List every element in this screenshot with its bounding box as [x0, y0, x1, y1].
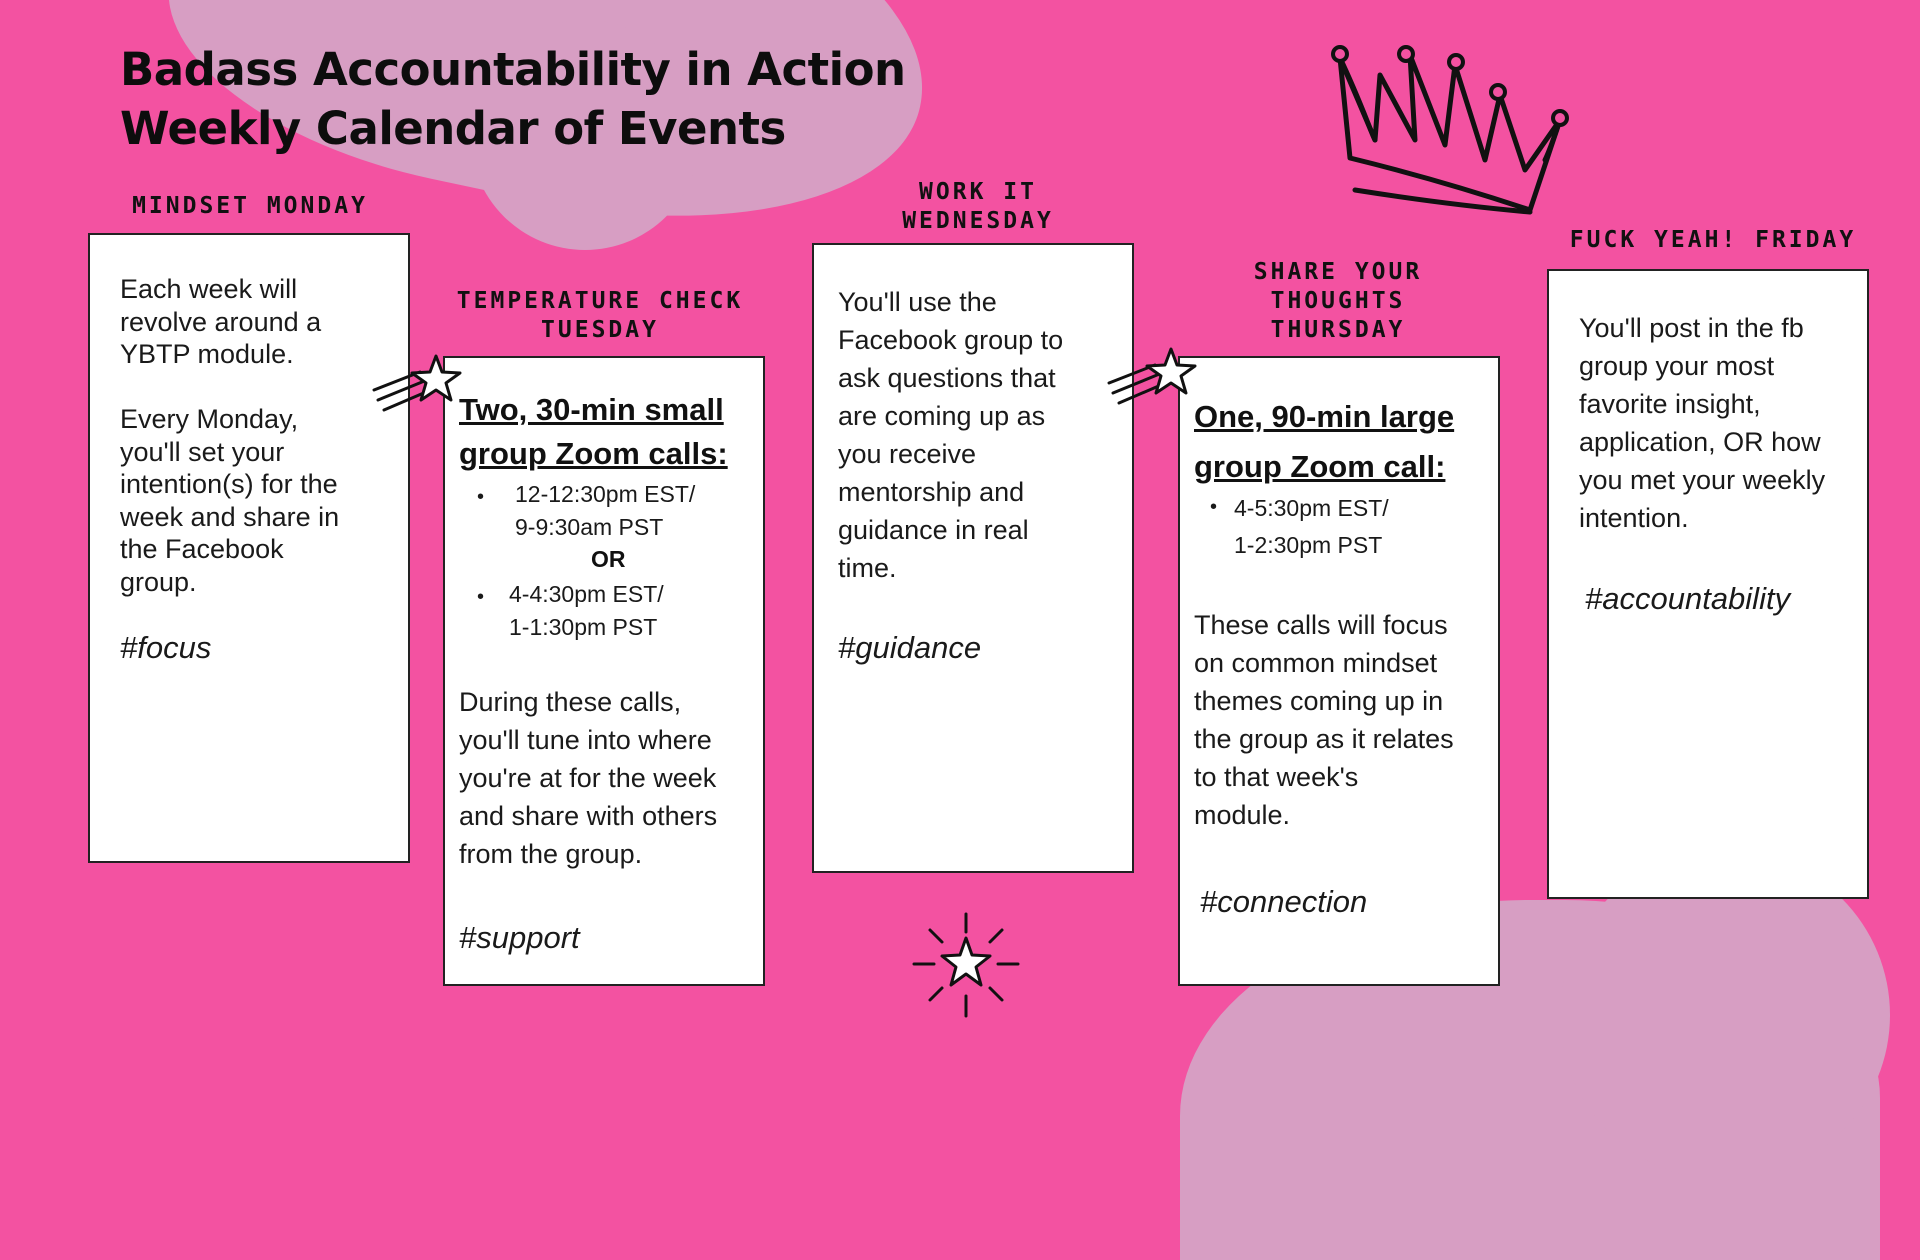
thursday-hashtag: #connection [1200, 884, 1368, 919]
day-card-tuesday [443, 356, 765, 986]
day-label-wednesday: WORK IT WEDNESDAY [902, 179, 1054, 234]
tuesday-hashtag: #support [459, 920, 580, 955]
day-card-monday [88, 233, 410, 863]
friday-hashtag: #accountability [1585, 581, 1791, 616]
wednesday-description: You'll use the Facebook group to ask questions that are coming up as you receive mentorship and guidance in real time. [838, 287, 1064, 583]
shooting-star-icon [1105, 345, 1205, 405]
background-blob-bottom-accent [1560, 850, 1890, 1180]
bullet-icon: • [1210, 496, 1218, 518]
thursday-call-heading: One, 90-min large group Zoom call: [1194, 399, 1455, 484]
day-label-monday: MINDSET MONDAY [132, 193, 368, 219]
tuesday-call-heading: Two, 30-min small group Zoom calls: [459, 392, 728, 471]
wednesday-hashtag: #guidance [838, 630, 982, 665]
shooting-star-icon [370, 352, 470, 412]
title-line-1: Badass Accountability in Action [120, 43, 906, 96]
day-label-tuesday: TEMPERATURE CHECK TUESDAY [456, 288, 744, 343]
day-label-thursday: SHARE YOUR THOUGHTS THURSDAY [1253, 259, 1423, 343]
bullet-icon: • [477, 486, 485, 508]
tuesday-description: During these calls, you'll tune into where you're at for the week and share with others from the group. [459, 687, 718, 869]
tuesday-time-1: 12-12:30pm EST/ 9-9:30am PST [515, 481, 696, 540]
page-title [120, 40, 906, 158]
monday-hashtag: #focus [120, 630, 212, 665]
day-card-friday [1547, 269, 1869, 899]
day-label-friday: FUCK YEAH! FRIDAY [1569, 227, 1857, 253]
day-card-wednesday [812, 243, 1134, 873]
sparkle-star-icon [912, 912, 1020, 1020]
bullet-icon: • [477, 586, 485, 608]
title-line-2: Weekly Calendar of Events [120, 102, 786, 155]
monday-description: Each week will revolve around a YBTP module. Every Monday, you'll set your intention(s) for the week and share in the Facebook group. [120, 274, 340, 597]
day-card-thursday [1178, 356, 1500, 986]
tuesday-or-label: OR [591, 546, 626, 572]
thursday-time-1: 4-5:30pm EST/ 1-2:30pm PST [1234, 495, 1389, 558]
thursday-description: These calls will focus on common mindset themes coming up in the group as it relates to that week's module. [1194, 610, 1454, 830]
crown-icon [1320, 40, 1590, 220]
friday-description: You'll post in the fb group your most favorite insight, application, OR how you met your weekly intention. [1579, 313, 1826, 533]
tuesday-time-2: 4-4:30pm EST/ 1-1:30pm PST [509, 581, 664, 640]
